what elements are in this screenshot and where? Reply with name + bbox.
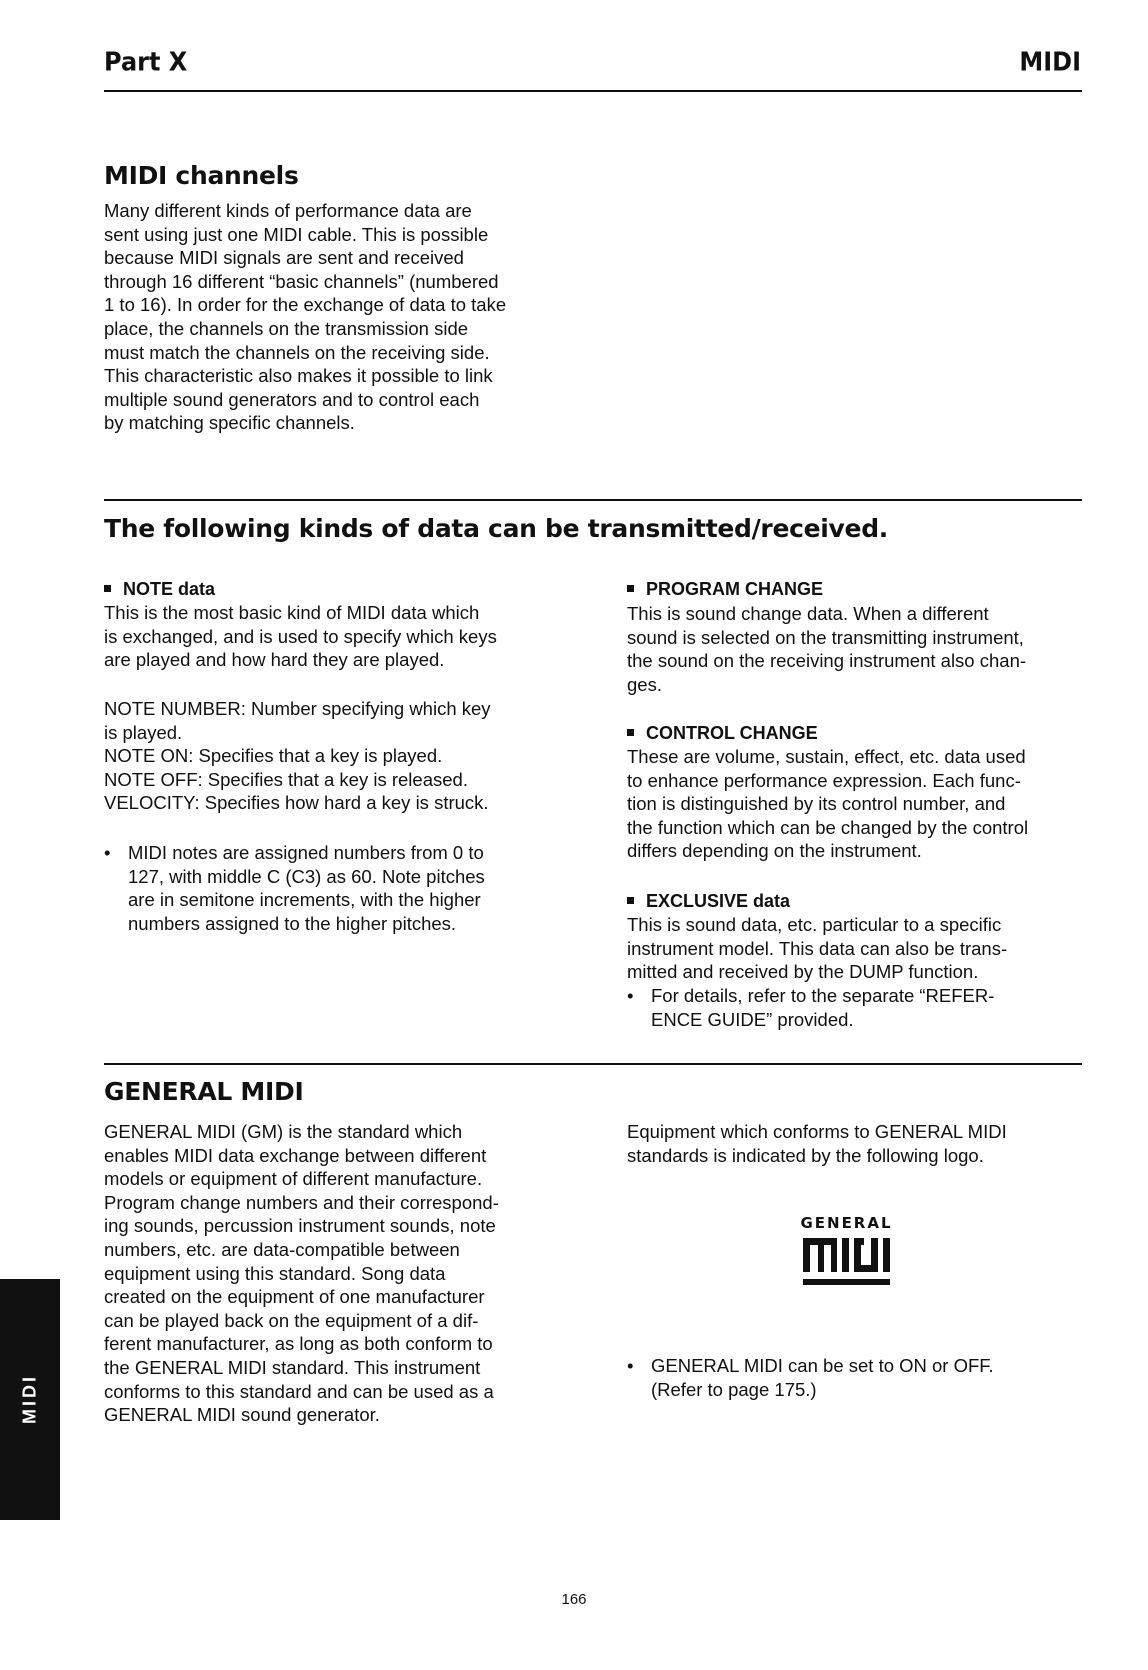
text-line: This is the most basic kind of MIDI data which — [104, 602, 480, 623]
general-midi-title: GENERAL MIDI — [104, 1077, 304, 1106]
text-line: through 16 different “basic channels” (numbered — [104, 270, 499, 292]
text-line: sound is selected on the transmitting instrument, — [627, 626, 1024, 648]
page-number: 166 — [561, 1591, 587, 1608]
text-line: tion is distinguished by its control number, and — [627, 793, 1006, 815]
exclusive-bullet — [627, 984, 1082, 1031]
text-line: mitted and received by the DUMP function. — [627, 961, 979, 983]
text-line: ENCE GUIDE” provided. — [651, 1008, 854, 1030]
control-change-heading — [627, 722, 818, 744]
text-line: Program change numbers and their correspond- — [104, 1191, 499, 1213]
text-line: models or equipment of different manufacture. — [104, 1168, 483, 1190]
midi-logo-icon — [799, 1232, 894, 1292]
part-label: Part X — [104, 46, 188, 78]
note-data-heading — [104, 578, 215, 600]
text-line: created on the equipment of one manufacturer — [104, 1286, 485, 1308]
text-line: NOTE ON: Specifies that a key is played. — [104, 745, 443, 767]
section-rule — [104, 499, 1082, 501]
text-line: because MIDI signals are sent and received — [104, 247, 464, 269]
square-bullet-icon — [627, 729, 634, 736]
gm-logo-intro — [627, 1120, 1082, 1167]
heading-text: EXCLUSIVE data — [646, 891, 791, 911]
general-midi-logo — [799, 1214, 894, 1297]
text-line: multiple sound generators and to control each — [104, 388, 480, 410]
bullet-dot-icon: • — [104, 842, 111, 863]
text-line: conforms to this standard and can be used as a — [104, 1380, 494, 1402]
note-data-text — [104, 601, 559, 672]
text-line: GENERAL MIDI (GM) is the standard which — [104, 1121, 463, 1142]
general-midi-text — [104, 1120, 559, 1427]
bullet-dot-icon: • — [627, 985, 634, 1006]
text-line: by matching specific channels. — [104, 412, 355, 434]
text-line: This characteristic also makes it possible to link — [104, 365, 493, 387]
text-line: numbers, etc. are data-compatible between — [104, 1238, 460, 1260]
logo-general-text: GENERAL — [800, 1214, 893, 1232]
text-line: must match the channels on the receiving side. — [104, 341, 490, 363]
text-line: GENERAL MIDI sound generator. — [104, 1404, 380, 1426]
note-definitions — [104, 697, 559, 815]
text-line: enables MIDI data exchange between different — [104, 1144, 487, 1166]
bullet-text — [651, 984, 1082, 1031]
chapter-side-tab — [0, 1279, 60, 1520]
text-line: VELOCITY: Specifies how hard a key is struck. — [104, 792, 489, 814]
program-change-heading — [627, 578, 823, 600]
text-line: These are volume, sustain, effect, etc. data used — [627, 746, 1026, 767]
data-kinds-title: The following kinds of data can be transmitted/received. — [104, 514, 889, 543]
midi-channels-title: MIDI channels — [104, 161, 299, 190]
text-line: equipment using this standard. Song data — [104, 1262, 446, 1284]
text-line: NOTE NUMBER: Number specifying which key — [104, 698, 491, 719]
text-line: ges. — [627, 673, 662, 695]
text-line: is played. — [104, 721, 183, 743]
control-change-text — [627, 745, 1082, 863]
square-bullet-icon — [627, 585, 634, 592]
heading-text: CONTROL CHANGE — [646, 723, 818, 743]
square-bullet-icon — [104, 585, 111, 592]
text-line: the function which can be changed by the control — [627, 816, 1029, 838]
note-bullet — [104, 841, 559, 935]
bullet-dot-icon: • — [627, 1355, 634, 1376]
bullet-text — [128, 841, 559, 935]
text-line: is exchanged, and is used to specify which keys — [104, 625, 497, 647]
text-line: ing sounds, percussion instrument sounds, note — [104, 1215, 496, 1237]
text-line: For details, refer to the separate “REFER- — [651, 985, 995, 1006]
text-line: instrument model. This data can also be trans- — [627, 937, 1008, 959]
midi-channels-text — [104, 199, 559, 435]
text-line: GENERAL MIDI can be set to ON or OFF. — [651, 1355, 994, 1376]
text-line: are played and how hard they are played. — [104, 649, 445, 671]
text-line: the sound on the receiving instrument also chan- — [627, 650, 1027, 672]
text-line: the GENERAL MIDI standard. This instrument — [104, 1356, 481, 1378]
text-line: MIDI notes are assigned numbers from 0 to — [128, 842, 484, 863]
text-line: can be played back on the equipment of a dif- — [104, 1309, 479, 1331]
gm-onoff-bullet — [627, 1354, 1082, 1401]
text-line: (Refer to page 175.) — [651, 1378, 817, 1400]
text-line: This is sound data, etc. particular to a specific — [627, 914, 1002, 935]
text-line: differs depending on the instrument. — [627, 840, 922, 862]
text-line: This is sound change data. When a different — [627, 603, 989, 624]
text-line: Many different kinds of performance data are — [104, 200, 472, 221]
section-rule — [104, 1063, 1082, 1065]
text-line: numbers assigned to the higher pitches. — [128, 912, 457, 934]
square-bullet-icon — [627, 897, 634, 904]
text-line: place, the channels on the transmission side — [104, 317, 469, 339]
text-line: are in semitone increments, with the higher — [128, 889, 481, 911]
side-tab-label: MIDI — [19, 1374, 40, 1424]
text-line: NOTE OFF: Specifies that a key is released. — [104, 768, 468, 790]
text-line: sent using just one MIDI cable. This is possible — [104, 223, 489, 245]
chapter-label: MIDI — [1019, 46, 1081, 78]
program-change-text — [627, 602, 1082, 696]
text-line: 127, with middle C (C3) as 60. Note pitches — [128, 865, 485, 887]
heading-text: NOTE data — [123, 579, 216, 599]
exclusive-data-heading — [627, 890, 790, 912]
bullet-text — [651, 1354, 1082, 1401]
exclusive-data-text — [627, 913, 1082, 984]
header-rule — [104, 90, 1082, 92]
text-line: to enhance performance expression. Each func- — [627, 769, 1021, 791]
heading-text: PROGRAM CHANGE — [646, 579, 824, 599]
text-line: Equipment which conforms to GENERAL MIDI — [627, 1121, 1007, 1142]
text-line: standards is indicated by the following logo. — [627, 1144, 984, 1166]
text-line: 1 to 16). In order for the exchange of data to take — [104, 294, 507, 316]
text-line: ferent manufacturer, as long as both conform to — [104, 1333, 493, 1355]
